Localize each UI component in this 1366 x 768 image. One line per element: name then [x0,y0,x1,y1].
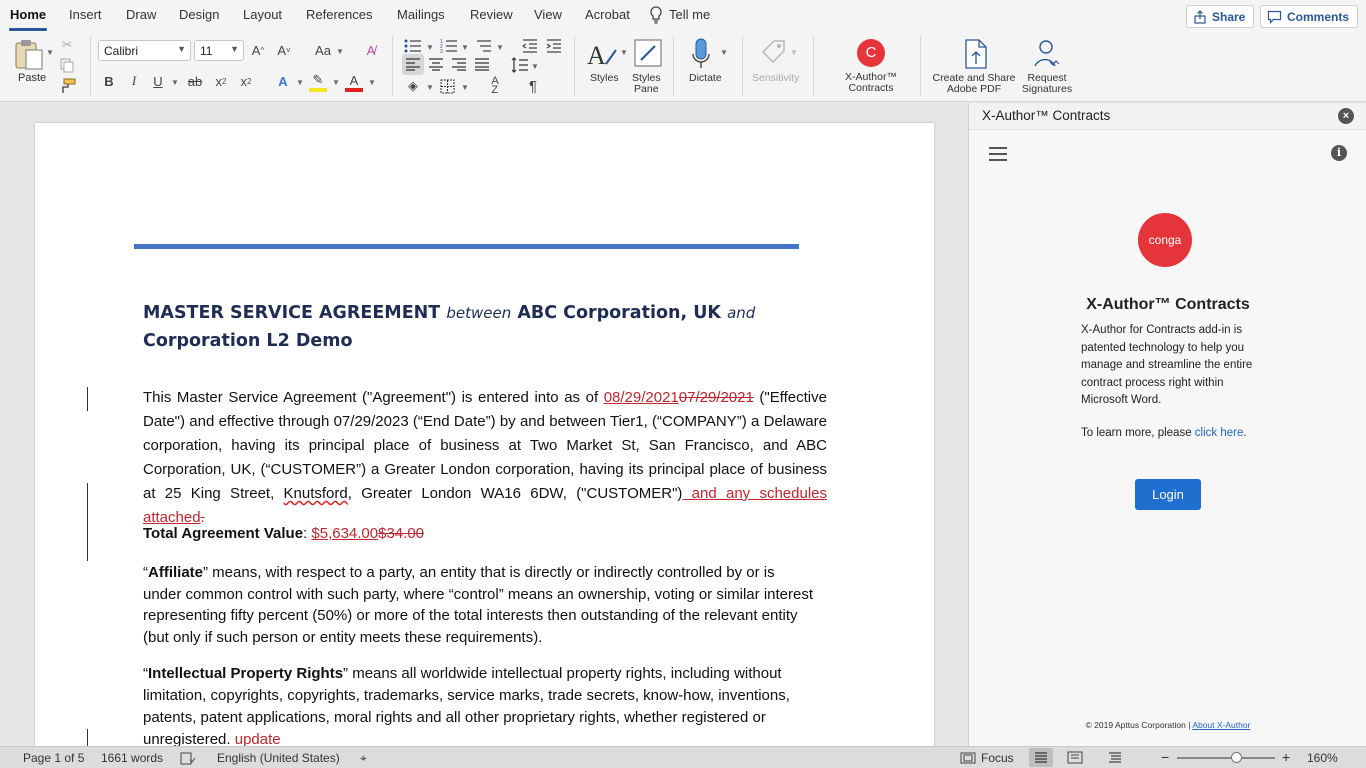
pane-header [969,103,1366,130]
subscript-icon[interactable]: x 2 [215,73,227,89]
ip-text: ” means all worldwide intellectual property rights, including without limitation, copyrights, copyrights, trademarks, service marks, trade secrets, know-how, inventions, patents, patent applications, moral rights and all other proprietary rights, whether registered or unregistered. [143,665,790,746]
divider [574,36,575,96]
underline-dropdown-icon[interactable]: ▼ [171,78,179,87]
ip-term: Intellectual Property Rights [148,665,344,682]
styles-pane-label-line1: Styles [632,72,661,84]
document-title[interactable] [143,299,763,355]
paragraph-intro[interactable] [143,386,827,530]
tab-acrobat[interactable]: Acrobat [585,7,630,22]
tab-draw[interactable]: Draw [126,7,157,22]
font-name-select[interactable]: Calibri ▼ [98,40,191,61]
strikethrough-icon[interactable]: ab [187,73,203,89]
highlight-icon[interactable]: ✎ [309,72,327,92]
pane-footer [969,720,1366,730]
comments-label: Comments [1287,9,1350,24]
title-part-5: Corporation L2 Demo [143,331,353,351]
copy-icon[interactable] [60,58,75,73]
paste-icon[interactable] [14,38,44,70]
svg-text:1: 1 [440,39,443,45]
learn-more-prefix: To learn more, please [1081,427,1195,439]
learn-more-text [1081,427,1281,439]
styles-pane-label [632,73,661,95]
copyright-text: © 2019 Apttus Corporation | [1085,720,1193,730]
active-tab-indicator [9,28,47,31]
zoom-slider-thumb[interactable] [1231,752,1242,763]
tab-layout[interactable]: Layout [243,7,283,22]
deleted-date: 07/29/2021 [678,389,754,406]
divider [90,36,91,96]
pane-heading: X-Author™ Contracts [1086,296,1250,313]
create-pdf-icon[interactable] [963,38,989,70]
ip-open-quote: “ [143,665,148,682]
create-pdf-label [931,73,1017,95]
change-case-icon[interactable]: Aa [315,42,331,58]
bullets-dropdown-icon[interactable]: ▼ [426,43,434,52]
font-name-value: Calibri [104,43,139,58]
xauthor-label-line1: X-Author™ [845,71,897,83]
status-bar [0,746,1366,768]
page-count[interactable]: Page 1 of 5 [23,751,85,765]
dictate-dropdown-icon[interactable]: ▼ [720,48,728,57]
inserted-update: update [234,731,281,746]
pane-description: X-Author for Contracts add-in is patented technology to help you manage and streamline the entire contract process right within Microsoft Word. [1081,324,1253,406]
create-pdf-label-line1: Create and Share [932,72,1016,84]
shading-icon[interactable]: ◈ [408,78,418,93]
create-pdf-label-line2: Adobe PDF [946,83,1002,95]
format-painter-icon[interactable] [59,78,76,94]
tab-view[interactable]: View [534,7,562,22]
tab-insert[interactable]: Insert [69,7,102,22]
intro-text-b: ("Effective Date") and effective through 07/29/2023 (“End Date”) by and between Tier1, (“COMPANY”) a Delaware corporation, having its principal place of business at Two Market St, San Francisco, and ABC Corporation, UK, (“CUSTOMER”) a Greater London corporation, having its principal place of business at 25 King Street, [143,389,827,502]
zoom-slider-track[interactable] [1177,757,1275,759]
dictate-label: Dictate [689,72,722,84]
deleted-amount: $34.00 [378,525,425,542]
language-indicator[interactable]: English (United States) [217,751,340,765]
zoom-level[interactable]: 160% [1307,751,1338,765]
tell-me-search[interactable]: Tell me [669,7,711,22]
font-color-icon[interactable]: A [345,72,363,92]
decrease-indent-icon[interactable] [522,38,538,54]
paragraph-affiliate[interactable] [143,562,813,648]
divider [392,36,393,96]
comment-icon [1267,10,1282,24]
paste-label: Paste [18,72,47,84]
print-layout-icon[interactable] [1034,751,1048,764]
styles-pane-label-line2: Pane [634,83,659,95]
numbering-icon[interactable] [440,38,458,54]
multilevel-dropdown-icon[interactable]: ▼ [496,43,504,52]
deleted-tail: . [200,509,205,526]
zoom-in-icon[interactable]: + [1282,749,1291,765]
title-part-1: MASTER SERVICE AGREEMENT [143,303,441,323]
grow-font-icon[interactable]: A ^ [251,42,265,58]
comments-button[interactable] [1260,5,1358,28]
superscript-icon[interactable]: x 2 [240,73,252,89]
divider [673,36,674,96]
affiliate-term: Affiliate [148,564,204,581]
line-spacing-dropdown-icon[interactable]: ▼ [531,62,539,71]
clear-formatting-icon[interactable]: A̸ [366,42,376,58]
sensitivity-icon [760,38,788,66]
title-part-3: ABC Corporation, UK [517,303,721,323]
tab-design[interactable]: Design [179,7,220,22]
italic-icon[interactable]: I [131,73,137,88]
xauthor-logo-icon[interactable]: C [857,39,885,67]
sort-icon[interactable]: A Z [491,75,499,96]
svg-text:2: 2 [440,44,443,50]
conga-logo: conga [1138,213,1192,267]
justify-icon[interactable] [474,57,490,71]
request-signatures-icon[interactable] [1032,38,1064,70]
pane-title: X-Author™ Contracts [982,108,1111,123]
document-area[interactable] [0,103,968,746]
highlight-dropdown-icon[interactable]: ▼ [332,78,340,87]
about-xauthor-link[interactable]: About X-Author [1192,720,1251,730]
change-case-dropdown-icon[interactable]: ▼ [336,47,344,56]
bullets-icon[interactable] [404,38,422,54]
title-part-4: and [727,304,756,322]
request-signatures-label-line2: Signatures [1021,83,1073,95]
show-marks-icon[interactable]: ¶ [528,77,538,95]
multilevel-list-icon[interactable] [475,38,493,54]
borders-dropdown-icon[interactable]: ▼ [461,83,469,92]
intro-text-c: , Greater London WA16 6DW, ("CUSTOMER") [347,485,683,502]
learn-more-suffix: . [1243,427,1247,439]
total-value-label: Total Agreement Value [143,525,304,542]
font-size-select[interactable]: 11 ▼ [194,40,244,61]
web-layout-icon[interactable] [1067,751,1083,764]
font-color-dropdown-icon[interactable]: ▼ [368,78,376,87]
xauthor-label [843,72,899,94]
svg-text:3: 3 [440,49,443,54]
intro-text-a: This Master Service Agreement ("Agreement") is entered into as of [143,389,604,406]
affiliate-open-quote: “ [143,564,148,581]
tab-home[interactable]: Home [10,7,47,22]
inserted-amount: $5,634.00 [311,525,379,542]
xauthor-pane [968,103,1366,746]
styles-label: Styles [590,72,619,84]
change-bar [87,729,88,746]
borders-icon[interactable] [440,79,455,94]
tab-references[interactable]: References [306,7,373,22]
text-effects-dropdown-icon[interactable]: ▼ [296,78,304,87]
divider [742,36,743,96]
info-icon[interactable]: i [1331,145,1347,161]
sensitivity-label: Sensitivity [752,72,800,84]
line-spacing-icon[interactable] [511,57,529,73]
underline-icon[interactable]: U [153,73,163,89]
share-button[interactable] [1186,5,1254,28]
request-signatures-label-line1: Request [1027,72,1067,84]
bold-icon[interactable]: B [104,73,114,89]
paragraph-ip-rights[interactable] [143,663,819,746]
request-signatures-label [1019,73,1075,95]
click-here-link[interactable]: click here [1194,427,1244,439]
zoom-out-icon[interactable]: − [1161,749,1170,765]
ribbon-tabs [0,0,1366,32]
microphone-icon[interactable] [691,38,711,70]
text-effects-icon[interactable]: A [278,73,288,89]
styles-pane-icon[interactable] [633,38,663,68]
align-left-icon[interactable] [405,57,421,71]
paste-dropdown-icon[interactable]: ▼ [46,48,54,57]
tab-review[interactable]: Review [470,7,513,22]
focus-button[interactable]: Focus [981,751,1014,765]
inserted-date: 08/29/2021 [603,389,679,406]
hamburger-menu-icon[interactable] [989,147,1007,161]
align-right-icon[interactable] [451,57,467,71]
divider [920,36,921,96]
styles-dropdown-icon[interactable]: ▼ [620,48,628,57]
title-part-2: between [446,304,512,322]
change-bar [87,483,88,561]
proofing-icon[interactable] [180,752,196,765]
sensitivity-dropdown-icon: ▼ [790,48,798,57]
outline-view-icon[interactable] [1108,751,1122,764]
lightbulb-icon [649,6,663,24]
total-value-colon: : [303,525,312,542]
shading-dropdown-icon[interactable]: ▼ [426,83,434,92]
font-size-value: 11 [200,43,213,58]
svg-text:A: A [587,41,606,70]
close-icon[interactable]: × [1338,108,1354,124]
share-icon [1193,10,1207,24]
ribbon-toolbar [0,32,1366,102]
numbering-dropdown-icon[interactable]: ▼ [461,43,469,52]
align-center-icon[interactable] [428,57,444,71]
accessibility-icon[interactable]: ⌖ [360,751,367,765]
shrink-font-icon[interactable]: A ˅ [277,42,291,58]
affiliate-text: ” means, with respect to a party, an entity that is directly or indirectly controlled by or is under common control with such party, where “control” means an ownership, voting or similar interest representing fifty percent (50%) or more of the total interests then outstanding of the relevant entity (but only if such person or entity meets these requirements). [143,564,814,646]
misspelled-word: Knutsford [283,485,348,502]
xauthor-label-line2: Contracts [848,82,894,94]
change-bar [87,387,88,411]
divider [813,36,814,96]
inserted-tail: and any schedules attached [143,485,828,526]
styles-icon[interactable] [586,38,620,70]
share-label: Share [1212,9,1246,24]
document-page[interactable] [35,123,934,746]
increase-indent-icon[interactable] [546,38,562,54]
login-button[interactable]: Login [1135,479,1201,510]
focus-icon[interactable] [960,752,976,764]
paragraph-total-value[interactable] [143,522,827,546]
header-rule [134,244,799,249]
cut-icon[interactable]: ✂ [61,37,73,52]
tab-mailings[interactable]: Mailings [397,7,445,22]
word-count[interactable]: 1661 words [101,751,164,765]
